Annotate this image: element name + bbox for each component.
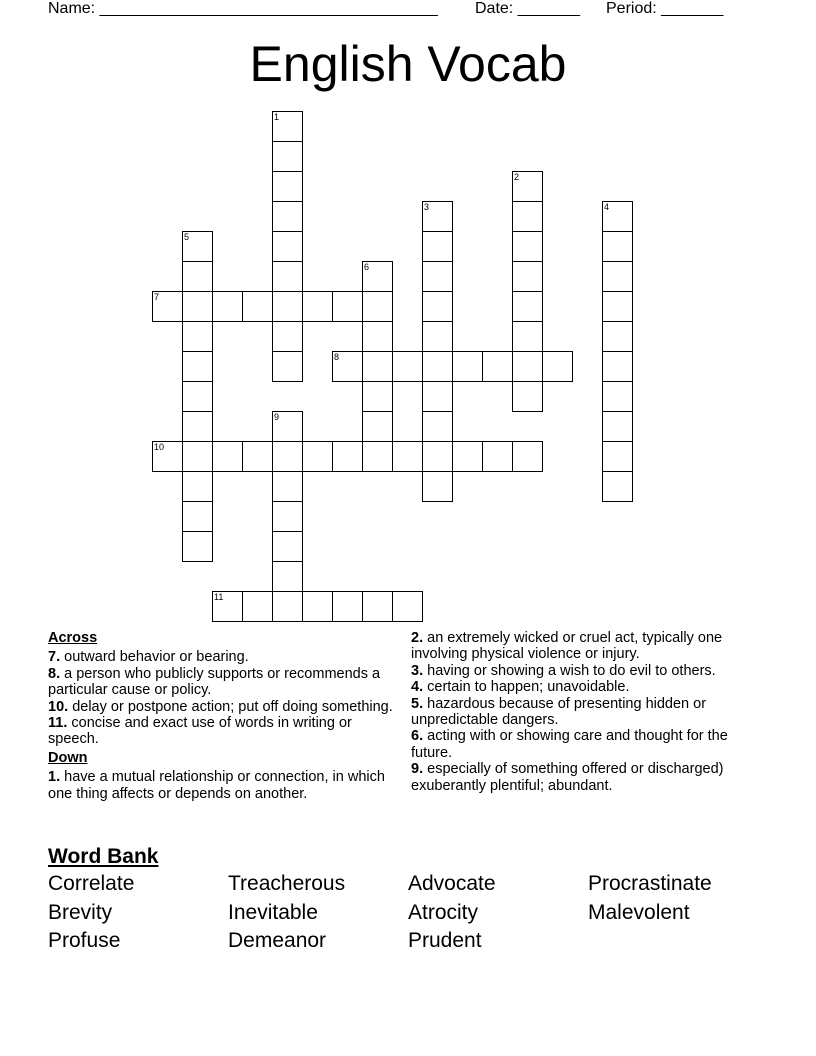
word-bank-item: Profuse xyxy=(48,929,121,952)
crossword-cell[interactable] xyxy=(272,441,303,472)
crossword-cell[interactable] xyxy=(452,351,483,382)
crossword-cell[interactable] xyxy=(272,411,303,442)
word-bank-item: Brevity xyxy=(48,901,113,924)
crossword-cell[interactable] xyxy=(302,591,333,622)
crossword-cell[interactable] xyxy=(212,291,243,322)
crossword-cell[interactable] xyxy=(512,291,543,322)
across-heading: Across xyxy=(48,630,98,646)
crossword-cell[interactable] xyxy=(512,441,543,472)
crossword-cell[interactable] xyxy=(242,291,273,322)
crossword-cell[interactable] xyxy=(182,471,213,502)
clue-number: 11 xyxy=(214,592,224,602)
clue-number: 5 xyxy=(184,232,190,242)
clue-across-11: 11. concise and exact use of words in writing or speech. xyxy=(48,715,352,748)
crossword-cell[interactable] xyxy=(512,381,543,412)
crossword-cell[interactable] xyxy=(422,351,453,382)
crossword-cell[interactable] xyxy=(362,291,393,322)
crossword-cell[interactable] xyxy=(602,321,633,352)
crossword-cell[interactable] xyxy=(362,351,393,382)
crossword-cell[interactable] xyxy=(392,351,423,382)
crossword-cell[interactable] xyxy=(272,471,303,502)
clue-down-9: 9. especially of something offered or discharged) exuberantly plentiful; abundant. xyxy=(411,761,724,794)
crossword-cell[interactable] xyxy=(332,441,363,472)
crossword-cell[interactable] xyxy=(272,171,303,202)
word-bank-item: Malevolent xyxy=(588,901,690,924)
crossword-cell[interactable] xyxy=(182,321,213,352)
date-field[interactable]: Date: _______ xyxy=(475,0,580,17)
crossword-cell[interactable] xyxy=(422,291,453,322)
crossword-cell[interactable] xyxy=(272,351,303,382)
clue-number: 4 xyxy=(604,202,610,212)
word-bank-item: Prudent xyxy=(408,929,482,952)
clue-down-3: 3. having or showing a wish to do evil to others. xyxy=(411,662,716,679)
crossword-cell[interactable] xyxy=(422,441,453,472)
word-bank-item: Inevitable xyxy=(228,901,318,924)
crossword-cell[interactable] xyxy=(362,441,393,472)
clue-across-10: 10. delay or postpone action; put off doing something. xyxy=(48,698,393,715)
crossword-cell[interactable] xyxy=(272,531,303,562)
word-bank-item: Correlate xyxy=(48,872,135,895)
word-bank-item: Atrocity xyxy=(408,901,479,924)
crossword-cell[interactable] xyxy=(272,141,303,172)
word-bank-item: Treacherous xyxy=(228,872,346,895)
crossword-cell[interactable] xyxy=(302,291,333,322)
crossword-cell[interactable] xyxy=(392,591,423,622)
clue-across-7: 7. outward behavior or bearing. xyxy=(48,649,249,666)
crossword-cell[interactable] xyxy=(212,441,243,472)
crossword-cell[interactable] xyxy=(272,591,303,622)
crossword-cell[interactable] xyxy=(602,201,633,232)
page-title: English Vocab xyxy=(249,36,567,92)
crossword-cell[interactable] xyxy=(182,441,213,472)
crossword-cell[interactable] xyxy=(422,261,453,292)
crossword-cell[interactable] xyxy=(362,381,393,412)
crossword-cell[interactable] xyxy=(182,411,213,442)
clues-left-column xyxy=(48,628,398,802)
crossword-cell[interactable] xyxy=(332,291,363,322)
crossword-cell[interactable] xyxy=(302,441,333,472)
crossword-cell[interactable] xyxy=(512,321,543,352)
crossword-cell[interactable] xyxy=(512,231,543,262)
crossword-cell[interactable] xyxy=(152,441,183,472)
crossword-cell[interactable] xyxy=(272,501,303,532)
clue-number: 10 xyxy=(154,442,165,452)
clue-down-4: 4. certain to happen; unavoidable. xyxy=(411,679,630,696)
crossword-cell[interactable] xyxy=(272,261,303,292)
crossword-cell[interactable] xyxy=(332,591,363,622)
crossword-cell[interactable] xyxy=(602,471,633,502)
crossword-cell[interactable] xyxy=(542,351,573,382)
crossword-cell[interactable] xyxy=(212,591,243,622)
crossword-cell[interactable] xyxy=(272,201,303,232)
crossword-cell[interactable] xyxy=(512,351,543,382)
crossword-cell[interactable] xyxy=(602,411,633,442)
word-bank-item: Procrastinate xyxy=(588,872,712,895)
clue-across-8: 8. a person who publicly supports or recommends a particular cause or policy. xyxy=(48,665,381,699)
crossword-cell[interactable] xyxy=(482,351,513,382)
clues-right-column xyxy=(411,628,761,794)
crossword-cell[interactable] xyxy=(182,351,213,382)
crossword-cell[interactable] xyxy=(482,441,513,472)
crossword-cell[interactable] xyxy=(152,291,183,322)
crossword-cell[interactable] xyxy=(272,291,303,322)
crossword-cell[interactable] xyxy=(242,591,273,622)
crossword-cell[interactable] xyxy=(422,321,453,352)
crossword-cell[interactable] xyxy=(242,441,273,472)
crossword-cell[interactable] xyxy=(512,261,543,292)
crossword-cell[interactable] xyxy=(182,501,213,532)
crossword-cell[interactable] xyxy=(182,261,213,292)
clue-number: 2 xyxy=(514,172,520,182)
crossword-cell[interactable] xyxy=(332,351,363,382)
crossword-cell[interactable] xyxy=(422,201,453,232)
crossword-cell[interactable] xyxy=(362,591,393,622)
clue-down-5: 5. hazardous because of presenting hidden or unpredictable dangers. xyxy=(411,695,707,729)
clue-down-2: 2. an extremely wicked or cruel act, typically one involving physical violence or injury. xyxy=(411,630,723,663)
crossword-cell[interactable] xyxy=(422,471,453,502)
word-bank-item: Advocate xyxy=(408,872,496,895)
word-bank-title: Word Bank xyxy=(48,845,159,868)
crossword-cell[interactable] xyxy=(512,201,543,232)
word-bank-item: Demeanor xyxy=(228,929,327,952)
clue-down-1: 1. have a mutual relationship or connection, in which one thing affects or depends on another. xyxy=(48,769,385,802)
clue-number: 3 xyxy=(424,202,430,212)
crossword-cell[interactable] xyxy=(272,111,303,142)
crossword-cell[interactable] xyxy=(602,351,633,382)
crossword-cell[interactable] xyxy=(182,381,213,412)
crossword-cell[interactable] xyxy=(602,261,633,292)
clue-number: 8 xyxy=(334,352,340,362)
crossword-cell[interactable] xyxy=(602,231,633,262)
crossword-cell[interactable] xyxy=(422,381,453,412)
clue-down-6: 6. acting with or showing care and thought for the future. xyxy=(411,728,728,761)
crossword-cell[interactable] xyxy=(602,381,633,412)
clue-number: 1 xyxy=(274,112,280,122)
clue-number: 7 xyxy=(154,292,160,302)
crossword-cell[interactable] xyxy=(392,441,423,472)
crossword-cell[interactable] xyxy=(362,411,393,442)
crossword-cell[interactable] xyxy=(602,291,633,322)
clue-number: 6 xyxy=(364,262,370,272)
crossword-cell[interactable] xyxy=(272,231,303,262)
crossword-cell[interactable] xyxy=(362,261,393,292)
crossword-cell[interactable] xyxy=(422,411,453,442)
crossword-cell[interactable] xyxy=(512,171,543,202)
crossword-cell[interactable] xyxy=(272,321,303,352)
clue-number: 9 xyxy=(274,412,280,422)
crossword-cell[interactable] xyxy=(272,561,303,592)
crossword-cell[interactable] xyxy=(182,231,213,262)
down-heading: Down xyxy=(48,749,88,766)
crossword-cell[interactable] xyxy=(182,531,213,562)
crossword-cell[interactable] xyxy=(602,441,633,472)
crossword-cell[interactable] xyxy=(362,321,393,352)
crossword-cell[interactable] xyxy=(422,231,453,262)
name-field[interactable]: Name: ______________________________________ xyxy=(48,0,438,17)
crossword-cell[interactable] xyxy=(182,291,213,322)
period-field[interactable]: Period: _______ xyxy=(606,0,724,17)
crossword-cell[interactable] xyxy=(452,441,483,472)
